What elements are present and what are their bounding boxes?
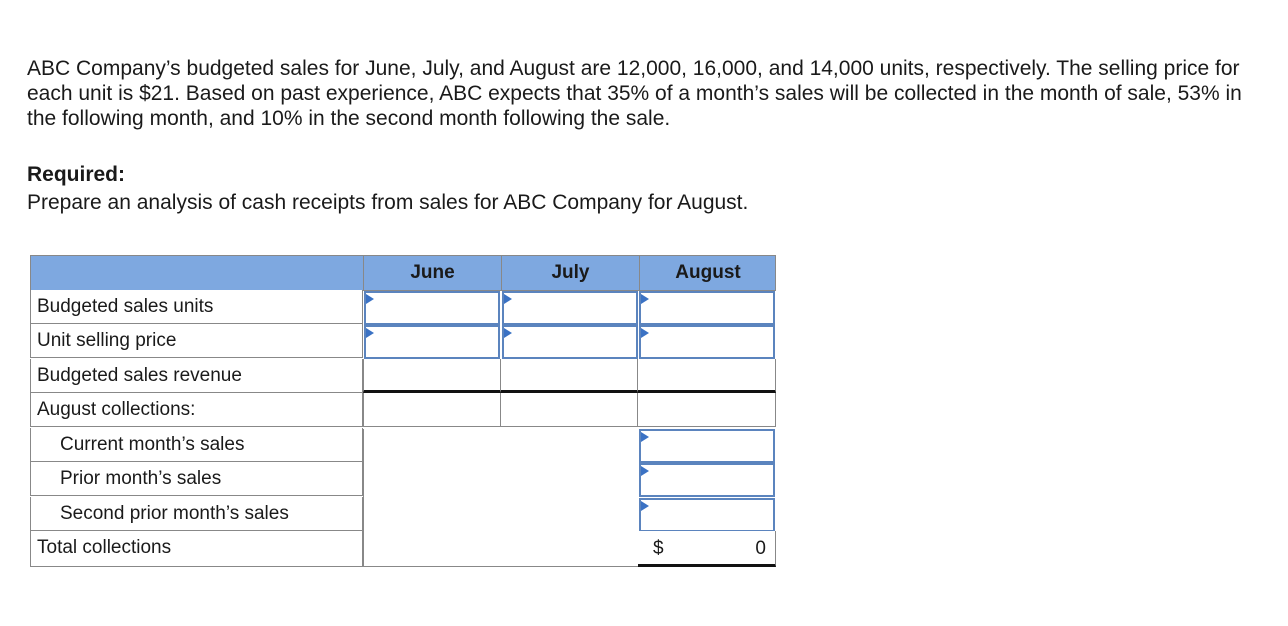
july-unit-price-input[interactable]: [502, 325, 638, 359]
required-heading: Required:: [27, 163, 126, 186]
row-label-august-collections: August collections:: [30, 393, 363, 427]
august-collections-header-cell: [638, 393, 776, 427]
row-label-total-collections: Total collections: [30, 531, 363, 567]
june-sales-revenue-cell: [363, 359, 501, 393]
total-currency-symbol: $: [653, 538, 664, 559]
august-sales-units-input[interactable]: [639, 291, 775, 325]
june-collections-header-cell: [363, 393, 501, 427]
june-unit-price-input[interactable]: [364, 325, 500, 359]
june-sales-units-input[interactable]: [364, 291, 500, 325]
row-label-prior-month-sales: Prior month’s sales: [30, 462, 363, 496]
problem-statement: ABC Company’s budgeted sales for June, July, and August are 12,000, 16,000, and 14,000 units, respectively. The selling price for each unit is $21. Based on past experience, ABC expects that 35% of a month’s sales will be collected in the month of sale, 53% in the following month, and 10% in the second month following the sale.: [27, 57, 1242, 130]
row-label-unit-selling-price: Unit selling price: [30, 324, 363, 358]
july-collections-header-cell: [501, 393, 638, 427]
required-instructions: Prepare an analysis of cash receipts from sales for ABC Company for August.: [27, 191, 749, 214]
row-label-second-prior-month-sales: Second prior month’s sales: [30, 497, 363, 531]
total-collections-cell: [638, 531, 776, 567]
column-header-june: June: [363, 256, 501, 290]
row-label-budgeted-sales-units: Budgeted sales units: [30, 290, 363, 324]
row-label-current-month-sales: Current month’s sales: [30, 428, 363, 462]
column-header-august: August: [639, 256, 776, 290]
table-header-row: [30, 255, 776, 291]
current-month-collections-input[interactable]: [639, 429, 775, 463]
row-label-budgeted-sales-revenue: Budgeted sales revenue: [30, 359, 363, 393]
july-sales-revenue-cell: [501, 359, 638, 393]
cash-receipts-worksheet: [30, 255, 776, 567]
prior-month-collections-input[interactable]: [639, 463, 775, 497]
second-prior-month-collections-input[interactable]: [639, 498, 775, 532]
july-sales-units-input[interactable]: [502, 291, 638, 325]
column-header-july: July: [501, 256, 639, 290]
august-unit-price-input[interactable]: [639, 325, 775, 359]
total-collections-value: 0: [755, 538, 766, 559]
august-sales-revenue-cell: [638, 359, 776, 393]
collections-blank-area: [363, 429, 638, 567]
